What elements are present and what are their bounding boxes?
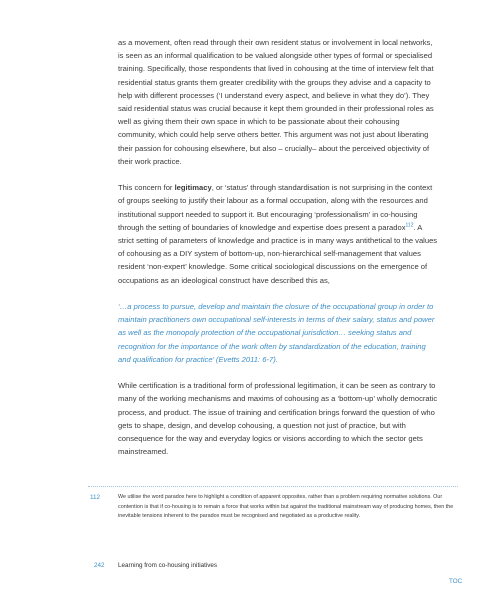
paragraph-1: as a movement, often read through their own resident status or involvement in local networks, is seen as an informal qualification to be valued alongside other types of formal or specialised training. Specifically, those respondents that lived in cohousing at the time of interview felt that residential status grants them greater credibility with the groups they advise and a capacity to help with different processes (‘I understand every aspect, and believe in what they do’). They said residential status was crucial because it kept them grounded in their professional roles as well as giving them their own space in which to be passionate about their cohousing community, which could help serve others better. This argument was not just about liberating their passion for cohousing elsewhere, but also – crucially– about the perceived objectivity of their work practice. (118, 38, 434, 166)
body-text (118, 36, 438, 472)
paragraph-3: While certification is a traditional form of professional legitimation, it can be seen as contrary to many of the working mechanisms and maxims of cohousing as a ‘bottom-up’ wholly democratic process, and product. The issue of training and certification brings forward the question of who gets to shape, design, and develop cohousing, a question not just of practice, but with consequence for the way and everyday logics or visions according to which the sector gets mainstreamed. (118, 381, 438, 457)
footnote-divider (88, 486, 458, 487)
toc-link[interactable]: TOC (449, 578, 463, 585)
footnote-text: We utilise the word paradox here to highlight a condition of apparent opposites, rather than a problem requiring normative solutions. Our contention is that if co-housing is to remain a force that works within but against the traditional mainstream way of producing homes, then the inevitable tensions inherent to the paradox must be recognised and negotiated as a productive reality. (118, 494, 454, 520)
block-quote: ‘…a process to pursue, develop and maintain the closure of the occupational group in order to maintain practitioners own occupational self-interests in terms of their salary, status and power as well as the monopoly protection of the occupational jurisdiction… seeking status and recognition for the importance of the work often by standardization of the education, training and qualification for practice’ (Evetts 2011: 6-7). (118, 302, 435, 364)
paragraph-2 (118, 181, 438, 287)
footnote-number: 112 (90, 494, 101, 501)
paragraph-2-part-b: , or ‘status’ through standardisation is not surprising in the context of groups seeking to justify their labour as a formal occupation, along with the resources and institutional support needed to support it. But encouraging ‘professionalism’ in co-housing through the setting of boundaries of knowledge and expertise does present a paradox (118, 183, 433, 232)
page-number: 242 (94, 562, 105, 569)
footnote-reference[interactable]: 112 (405, 222, 414, 229)
paragraph-2-part-c: . A strict setting of parameters of knowledge and practice is in many ways antithetical to the values of cohousing as a DIY system of bottom-up, non-hierarchical self-management that values resident ‘non-expert’ knowledge. Some critical sociological discussions on the emergence of occupations as an ideological construct have described this as, (118, 222, 438, 285)
paragraph-2-part-a: This concern for (118, 183, 175, 193)
legitimacy-term: legitimacy (174, 183, 212, 193)
running-title: Learning from co-housing initiatives (118, 562, 218, 569)
